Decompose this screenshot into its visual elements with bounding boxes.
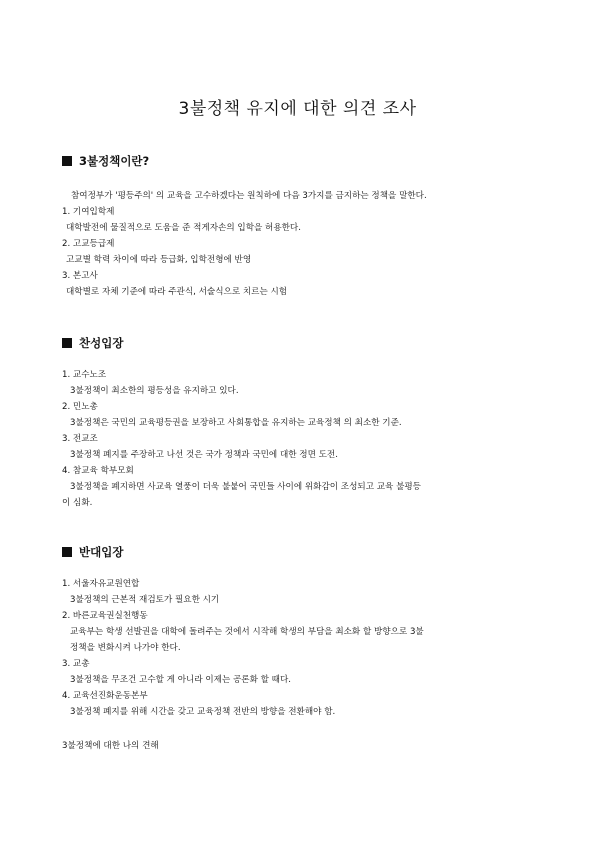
list-item: 3. 교총 xyxy=(62,659,90,669)
square-bullet-icon xyxy=(62,156,72,166)
list-item: 4. 교육선진화운동본부 xyxy=(62,691,148,701)
list-item-description: 3불정책 폐지를 위해 시간을 갖고 교육정책 전반의 방향을 전환해야 함. xyxy=(70,707,336,717)
section-heading-definition xyxy=(62,153,149,169)
document-title: 3불정책 유지에 대한 의견 조사 xyxy=(178,99,417,119)
list-item: 2. 고교등급제 xyxy=(62,239,115,249)
list-item-description: 3불정책이 최소한의 평등성을 유지하고 있다. xyxy=(70,386,239,396)
list-item: 4. 참교육 학부모회 xyxy=(62,466,134,476)
list-item-description: 3불정책 폐지를 주장하고 나선 것은 국가 정책과 국민에 대한 정면 도전. xyxy=(70,450,338,460)
square-bullet-icon xyxy=(62,338,72,348)
section-heading-opposition xyxy=(62,544,123,560)
section-heading-label: 반대입장 xyxy=(79,545,124,559)
list-item-description: 3불정책을 무조건 고수할 게 아니라 이제는 공론화 할 때다. xyxy=(70,675,291,685)
list-item-description: 3불정책의 근본적 재검토가 필요한 시기 xyxy=(70,595,220,605)
list-item: 1. 서울자유교원연합 xyxy=(62,579,140,589)
list-item-description: 교육부는 학생 선발권을 대학에 돌려주는 것에서 시작해 학생의 부담을 최소화 할 방향으로 3불 xyxy=(70,627,424,637)
section-heading-label: 찬성입장 xyxy=(79,336,124,350)
list-item-description: 3불정책을 폐지하면 사교육 열풍이 더욱 불붙어 국민들 사이에 위화감이 조성되고 교육 불평등 xyxy=(70,482,421,492)
list-item: 3. 전교조 xyxy=(62,434,98,444)
list-item-description: 대학별로 자체 기준에 따라 주관식, 서술식으로 치르는 시험 xyxy=(66,287,288,297)
list-item: 1. 교수노조 xyxy=(62,370,107,380)
list-item-description: 3불정책은 국민의 교육평등권을 보장하고 사회통합을 유지하는 교육정책 의 최소한 기준. xyxy=(70,418,402,428)
list-item-description: 고교별 학력 차이에 따라 등급화, 입학전형에 반영 xyxy=(66,255,252,265)
square-bullet-icon xyxy=(62,547,72,557)
list-item: 1. 기여입학제 xyxy=(62,207,115,217)
section-heading-label: 3불정책이란? xyxy=(79,154,150,168)
definition-paragraph: 참여정부가 '평등주의' 의 교육을 고수하겠다는 원칙하에 다음 3가지를 금지하는 정책을 말한다. xyxy=(71,191,427,201)
list-item: 3. 본고사 xyxy=(62,271,98,281)
section-heading-support xyxy=(62,335,123,351)
list-item-description: 대학발전에 물질적으로 도움을 준 적게자손의 입학을 허용한다. xyxy=(66,223,301,233)
list-item: 2. 민노총 xyxy=(62,402,98,412)
opinion-heading: 3불정책에 대한 나의 견해 xyxy=(62,741,159,751)
list-item: 2. 바른교육권실천행동 xyxy=(62,611,148,621)
list-item-description-continued: 이 심화. xyxy=(62,498,93,508)
list-item-description-continued: 정책을 변화시켜 나가야 한다. xyxy=(70,643,181,653)
